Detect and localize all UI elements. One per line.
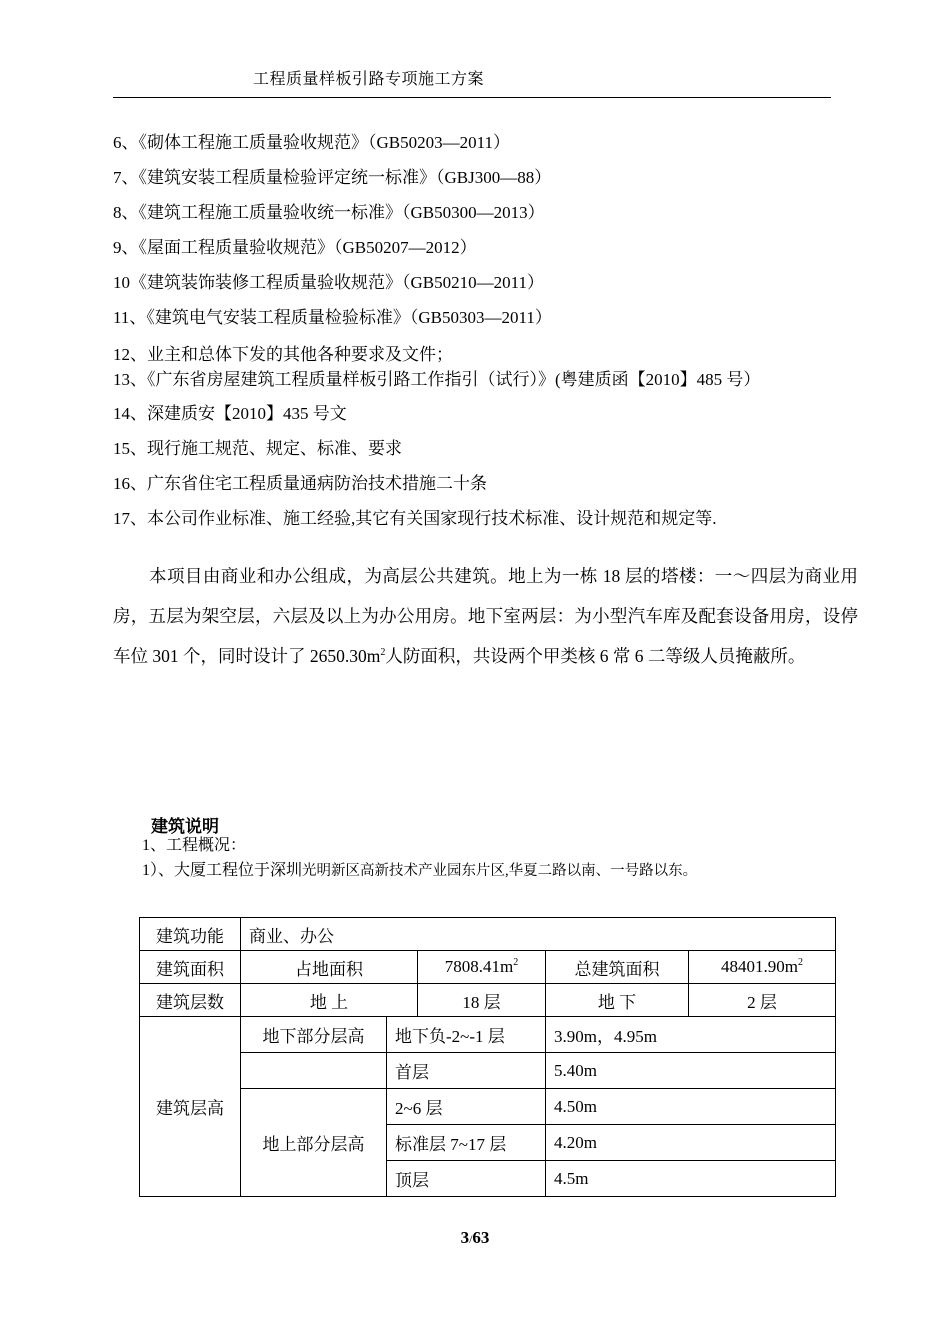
table-cell: 标准层 7~17 层 bbox=[387, 1125, 546, 1161]
table-row bbox=[140, 1017, 836, 1053]
current-page: 3 bbox=[460, 1228, 470, 1247]
table-row bbox=[140, 918, 836, 951]
total-pages: 63 bbox=[472, 1228, 490, 1247]
table-cell: 商业、办公 bbox=[241, 918, 836, 951]
header-title: 工程质量样板引路专项施工方案 bbox=[253, 71, 485, 88]
header-divider bbox=[113, 97, 831, 98]
reference-item: 7、《建筑安装工程质量检验评定统一标准》（GBJ300—88） bbox=[113, 168, 552, 187]
reference-item: 12、业主和总体下发的其他各种要求及文件； bbox=[113, 345, 453, 364]
reference-item: 9、《屋面工程质量验收规范》（GB50207—2012） bbox=[113, 238, 477, 257]
table-cell: 首层 bbox=[387, 1053, 546, 1089]
reference-item: 14、深建质安【2010】435 号文 bbox=[113, 404, 347, 423]
reference-item: 15、现行施工规范、规定、标准、要求 bbox=[113, 439, 402, 458]
table-cell: 地 下 bbox=[546, 984, 689, 1017]
table-cell bbox=[241, 1053, 387, 1089]
table-cell: 地 上 bbox=[241, 984, 418, 1017]
table-cell: 建筑面积 bbox=[140, 951, 241, 984]
table-cell: 地下部分层高 bbox=[241, 1017, 387, 1053]
building-info-table bbox=[139, 917, 836, 1197]
table-cell: 总建筑面积 bbox=[546, 951, 689, 984]
table-cell: 建筑功能 bbox=[140, 918, 241, 951]
reference-item: 8、《建筑工程施工质量验收统一标准》（GB50300—2013） bbox=[113, 203, 545, 222]
table-cell: 建筑层数 bbox=[140, 984, 241, 1017]
table-cell: 2 层 bbox=[689, 984, 836, 1017]
table-row bbox=[140, 951, 836, 984]
page-separator: / bbox=[469, 1232, 473, 1246]
table-cell bbox=[689, 951, 836, 984]
section-title: 建筑说明 bbox=[151, 817, 219, 836]
superscript: 2 bbox=[513, 957, 519, 968]
table-cell bbox=[418, 951, 546, 984]
project-description bbox=[113, 556, 858, 676]
table-cell: 2~6 层 bbox=[387, 1089, 546, 1125]
reference-item: 16、广东省住宅工程质量通病防治技术措施二十条 bbox=[113, 474, 487, 493]
reference-item: 17、本公司作业标准、施工经验,其它有关国家现行技术标准、设计规范和规定等. bbox=[113, 509, 717, 528]
table-row bbox=[140, 984, 836, 1017]
table-cell: 5.40m bbox=[546, 1053, 836, 1089]
table-cell: 3.90m，4.95m bbox=[546, 1017, 836, 1053]
reference-item: 6、《砌体工程施工质量验收规范》（GB50203—2011） bbox=[113, 133, 510, 152]
table-cell: 地下负-2~-1 层 bbox=[387, 1017, 546, 1053]
table-cell: 顶层 bbox=[387, 1161, 546, 1197]
reference-item: 13、《广东省房屋建筑工程质量样板引路工作指引（试行）》(粤建质函【2010】485 号） bbox=[113, 370, 761, 389]
reference-item: 10《建筑装饰装修工程质量验收规范》（GB50210—2011） bbox=[113, 273, 544, 292]
location-rest: 光明新区高新技术产业园东片区,华夏二路以南、一号路以东。 bbox=[302, 863, 698, 879]
location-line bbox=[142, 857, 697, 880]
table-cell: 4.5m bbox=[546, 1161, 836, 1197]
table-row bbox=[140, 1089, 836, 1125]
section-subtitle: 1、工程概况： bbox=[142, 837, 247, 854]
cell-value: 7808.41m bbox=[444, 957, 514, 976]
table-cell: 4.20m bbox=[546, 1125, 836, 1161]
table-row bbox=[140, 1053, 836, 1089]
table-cell: 地上部分层高 bbox=[241, 1089, 387, 1197]
location-prefix: 1）、大厦工程位于深圳 bbox=[142, 862, 303, 879]
table-cell: 占地面积 bbox=[241, 951, 418, 984]
description-text: 本项目由商业和办公组成，为高层公共建筑。地上为一栋 18 层的塔楼：一～四层为商业用房，五层为架空层，六层及以上为办公用房。地下室两层：为小型汽车库及配套设备用房，设停车位 301 个，同时设计了 2650.30m bbox=[113, 566, 858, 666]
table-cell: 建筑层高 bbox=[140, 1017, 241, 1197]
table-cell: 4.50m bbox=[546, 1089, 836, 1125]
cell-value: 48401.90m bbox=[721, 957, 799, 976]
description-text: 人防面积，共设两个甲类核 6 常 6 二等级人员掩蔽所。 bbox=[385, 646, 806, 666]
superscript: 2 bbox=[380, 647, 386, 658]
page-number bbox=[0, 1228, 950, 1248]
table-cell: 18 层 bbox=[418, 984, 546, 1017]
reference-item: 11、《建筑电气安装工程质量检验标准》（GB50303—2011） bbox=[113, 308, 552, 327]
superscript: 2 bbox=[798, 957, 804, 968]
